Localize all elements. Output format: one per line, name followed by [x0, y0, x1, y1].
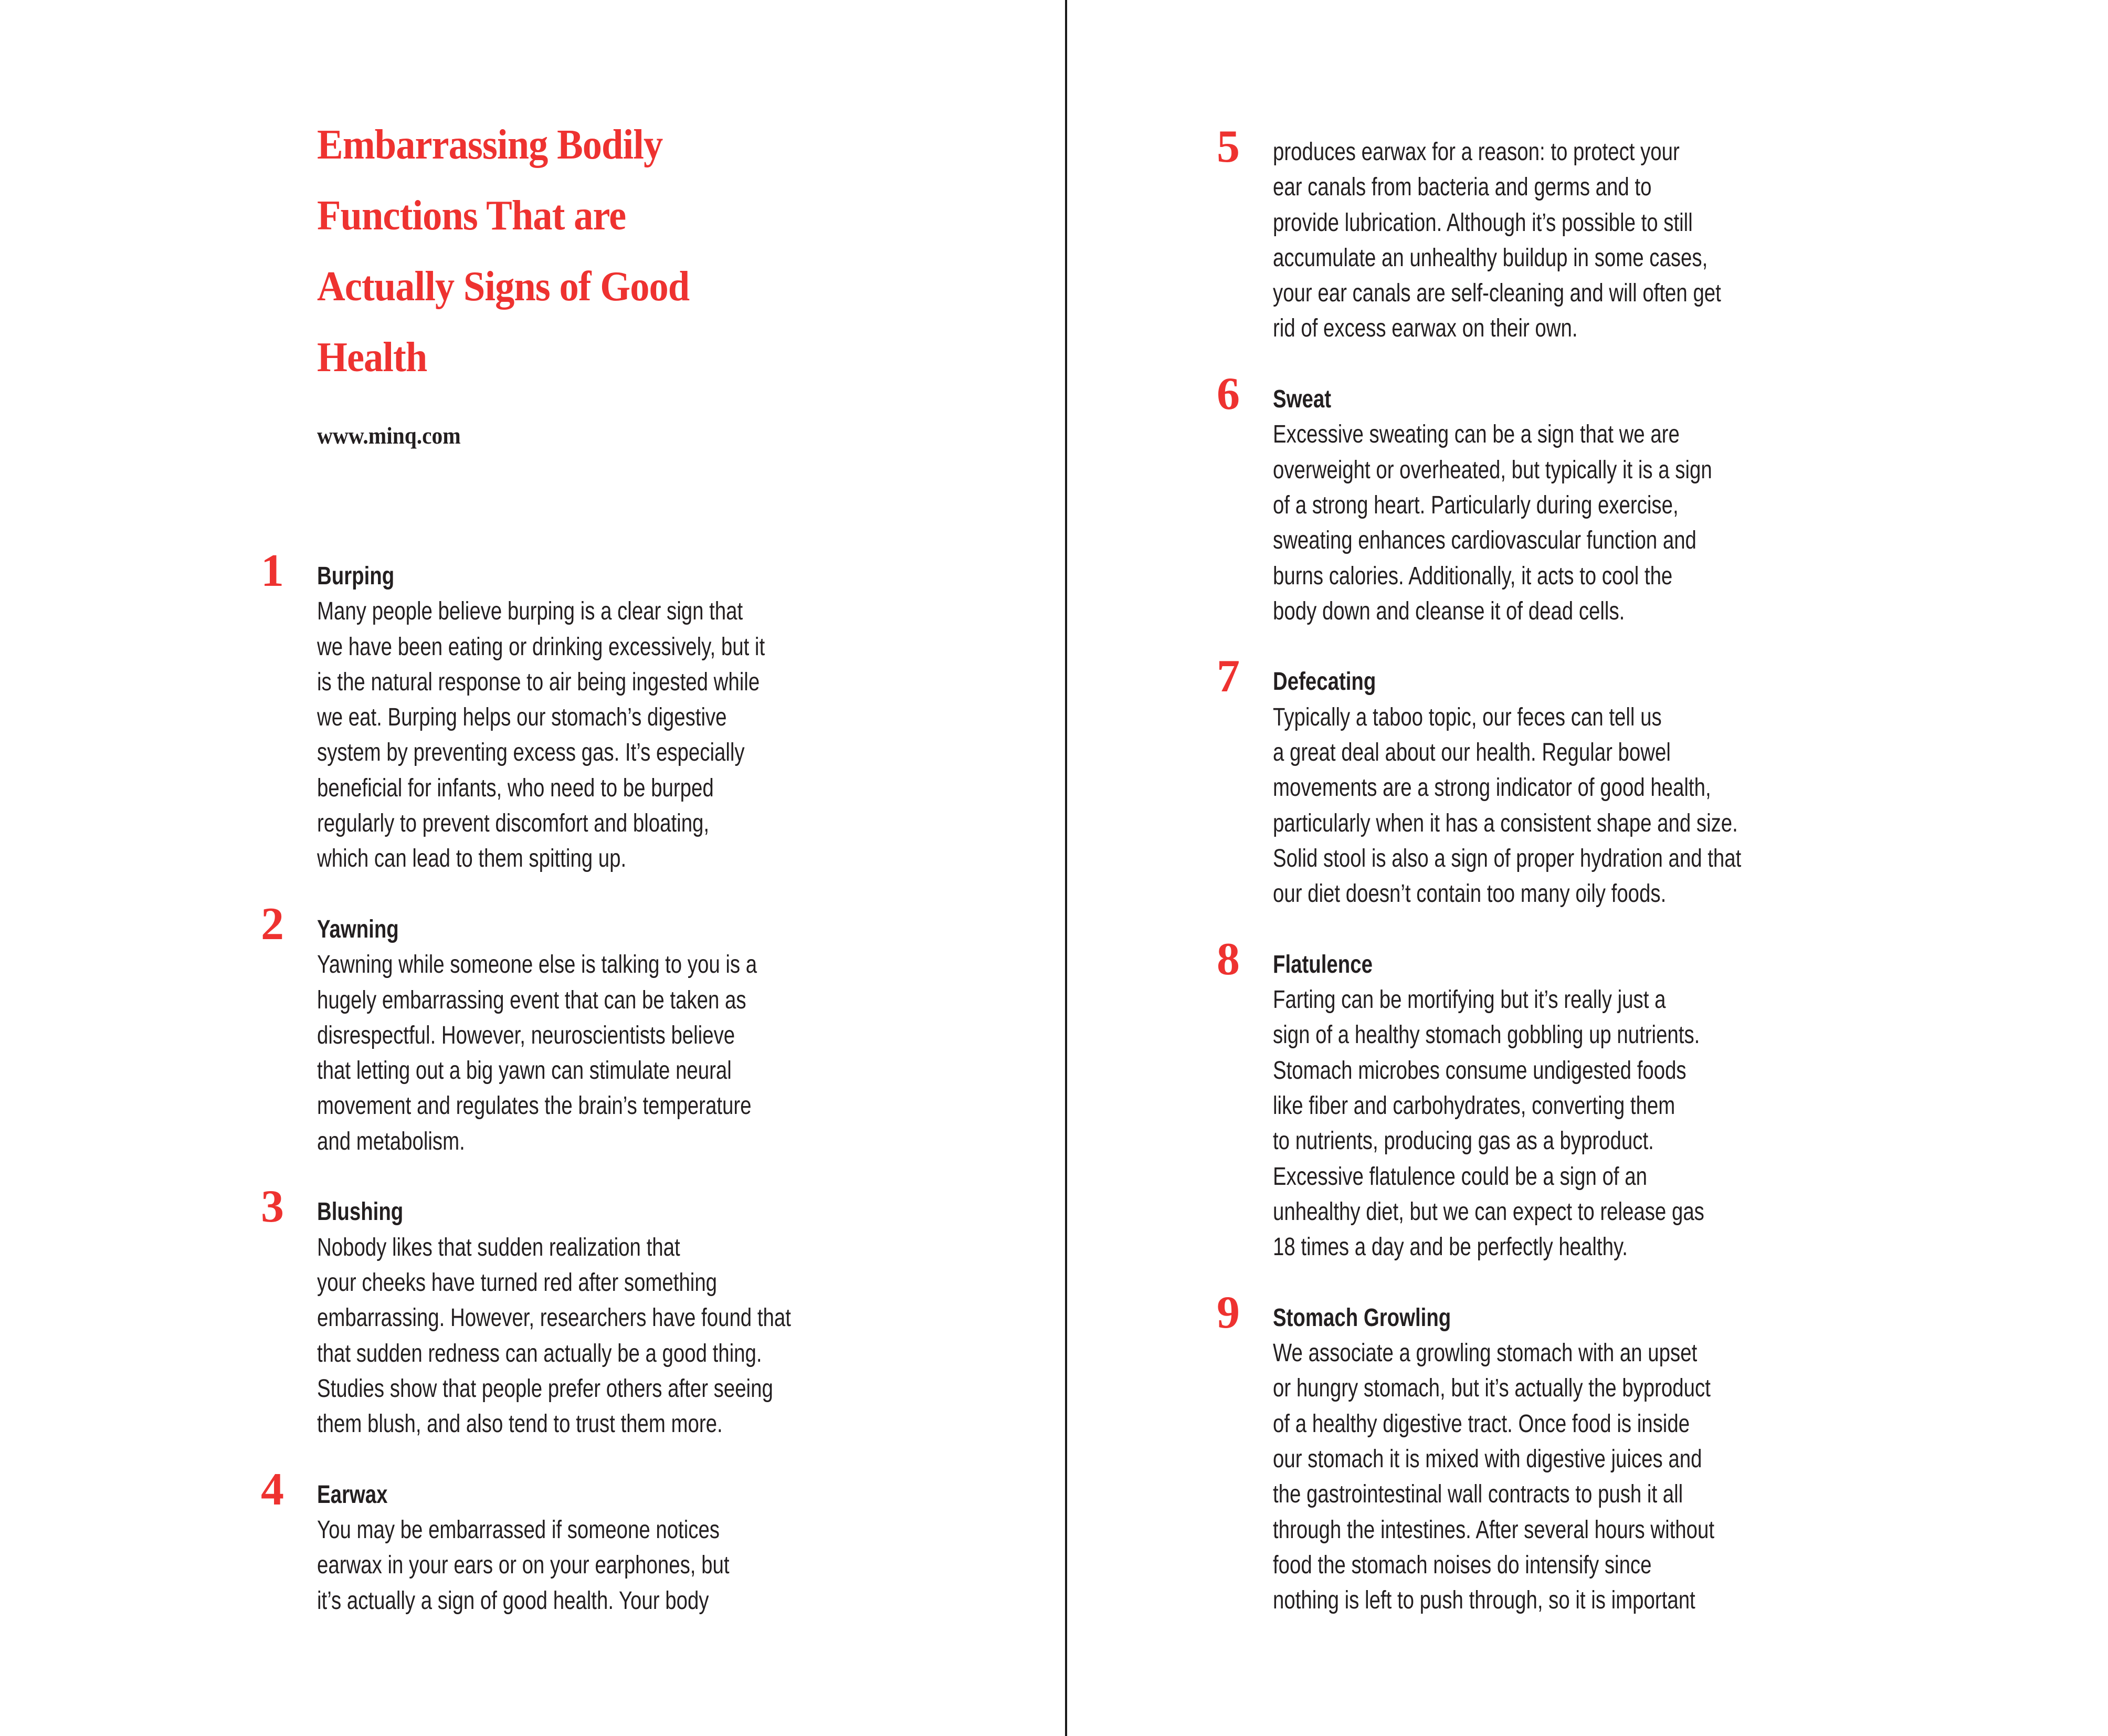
- body-text-line: ear canals from bacteria and germs and to: [1273, 173, 1652, 202]
- page-divider: [1065, 0, 1067, 1736]
- list-item-section: [261, 1181, 947, 1442]
- body-text-line: them blush, and also tend to trust them more.: [317, 1410, 723, 1438]
- item-heading: Sweat: [1273, 385, 1331, 414]
- body-text-line: unhealthy diet, but we can expect to release gas: [1273, 1197, 1704, 1226]
- body-text-line: movements are a strong indicator of good health,: [1273, 774, 1711, 802]
- left-column: [261, 545, 947, 1654]
- body-text-line: disrespectful. However, neuroscientists believe: [317, 1021, 735, 1049]
- body-text-line: Stomach microbes consume undigested foods: [1273, 1056, 1687, 1085]
- item-heading: Earwax: [317, 1480, 388, 1509]
- body-text-line: particularly when it has a consistent shape and size.: [1273, 809, 1738, 837]
- item-number: 6: [1217, 369, 1240, 420]
- list-item-section: [1217, 121, 1903, 346]
- item-number: 7: [1217, 651, 1240, 702]
- body-text-line: Excessive flatulence could be a sign of an: [1273, 1162, 1647, 1191]
- body-text-line: and metabolism.: [317, 1127, 465, 1155]
- body-text-line: produces earwax for a reason: to protect your: [1273, 138, 1680, 166]
- body-text-line: your ear canals are self-cleaning and will often get: [1273, 279, 1721, 308]
- item-number: 9: [1217, 1287, 1240, 1338]
- title-line: Actually Signs of Good: [317, 264, 690, 310]
- item-heading: Stomach Growling: [1273, 1303, 1451, 1332]
- list-item-section: [1217, 651, 1903, 911]
- body-text-line: provide lubrication. Although it’s possible to still: [1273, 208, 1693, 237]
- item-heading: Burping: [317, 562, 395, 590]
- body-text-line: Yawning while someone else is talking to you is a: [317, 951, 757, 979]
- body-text-line: sweating enhances cardiovascular function and: [1273, 527, 1696, 555]
- body-text-line: regularly to prevent discomfort and bloating,: [317, 809, 710, 838]
- body-text-line: Nobody likes that sudden realization that: [317, 1233, 680, 1261]
- body-text-line: accumulate an unhealthy buildup in some cases,: [1273, 244, 1708, 272]
- item-heading: Yawning: [317, 915, 399, 943]
- title-line: Embarrassing Bodily: [317, 122, 663, 168]
- body-text-line: earwax in your ears or on your earphones, but: [317, 1551, 730, 1580]
- body-text-line: embarrassing. However, researchers have found that: [317, 1304, 791, 1332]
- body-text-line: it’s actually a sign of good health. Your body: [317, 1586, 709, 1615]
- item-number: 2: [261, 898, 284, 950]
- item-heading: Defecating: [1273, 668, 1376, 696]
- body-text-line: we have been eating or drinking excessively, but it: [317, 633, 765, 661]
- website-label: www.minq.com: [317, 422, 461, 449]
- body-text-line: a great deal about our health. Regular bowel: [1273, 739, 1671, 767]
- item-number: 3: [261, 1181, 284, 1233]
- list-item-section: [261, 898, 947, 1159]
- body-text-line: Excessive sweating can be a sign that we are: [1273, 420, 1680, 449]
- body-text-line: we eat. Burping helps our stomach’s digestive: [317, 703, 727, 732]
- body-text-line: of a healthy digestive tract. Once food is inside: [1273, 1409, 1690, 1438]
- body-text-line: food the stomach noises do intensify since: [1273, 1551, 1652, 1579]
- body-text-line: through the intestines. After several hours without: [1273, 1516, 1715, 1544]
- body-text-line: which can lead to them spitting up.: [317, 845, 627, 873]
- body-text-line: hugely embarrassing event that can be taken as: [317, 986, 746, 1014]
- title-line: Health: [317, 334, 427, 381]
- body-text-line: that letting out a big yawn can stimulate neural: [317, 1057, 732, 1085]
- item-number: 4: [261, 1464, 284, 1515]
- title-line: Functions That are: [317, 193, 626, 239]
- item-heading: Flatulence: [1273, 950, 1373, 979]
- list-item-section: [261, 545, 947, 877]
- body-text-line: movement and regulates the brain’s temperature: [317, 1092, 752, 1120]
- body-text-line: your cheeks have turned red after something: [317, 1268, 718, 1297]
- body-text-line: Many people believe burping is a clear sign that: [317, 597, 743, 626]
- body-text-line: burns calories. Additionally, it acts to cool the: [1273, 562, 1673, 590]
- body-text-line: nothing is left to push through, so it is important: [1273, 1586, 1695, 1615]
- body-text-line: Typically a taboo topic, our feces can tell us: [1273, 703, 1662, 731]
- item-number: 5: [1217, 121, 1240, 172]
- body-text-line: system by preventing excess gas. It’s especially: [317, 739, 745, 767]
- list-item-section: [261, 1464, 947, 1618]
- article-title: [317, 110, 718, 393]
- body-text-line: or hungry stomach, but it’s actually the byproduct: [1273, 1374, 1711, 1403]
- body-text-line: our diet doesn’t contain too many oily foods.: [1273, 880, 1667, 908]
- list-item-section: [1217, 369, 1903, 629]
- body-text-line: Studies show that people prefer others after seeing: [317, 1374, 773, 1403]
- body-text-line: like fiber and carbohydrates, converting them: [1273, 1092, 1675, 1120]
- item-heading: Blushing: [317, 1198, 404, 1226]
- right-column: [1217, 121, 1903, 1654]
- item-number: 1: [261, 545, 284, 596]
- body-text-line: We associate a growling stomach with an upset: [1273, 1339, 1698, 1367]
- body-text-line: rid of excess earwax on their own.: [1273, 314, 1578, 343]
- body-text-line: the gastrointestinal wall contracts to push it all: [1273, 1480, 1683, 1509]
- list-item-section: [1217, 1287, 1903, 1618]
- body-text-line: beneficial for infants, who need to be burped: [317, 774, 714, 802]
- body-text-line: is the natural response to air being ingested while: [317, 668, 760, 696]
- item-number: 8: [1217, 933, 1240, 985]
- body-text-line: You may be embarrassed if someone notices: [317, 1516, 720, 1544]
- body-text-line: 18 times a day and be perfectly healthy.: [1273, 1233, 1628, 1261]
- body-text-line: sign of a healthy stomach gobbling up nutrients.: [1273, 1021, 1700, 1049]
- body-text-line: Solid stool is also a sign of proper hydration and that: [1273, 844, 1742, 872]
- body-text-line: body down and cleanse it of dead cells.: [1273, 597, 1625, 625]
- body-text-line: Farting can be mortifying but it’s really just a: [1273, 986, 1666, 1014]
- body-text-line: overweight or overheated, but typically it is a sign: [1273, 456, 1712, 484]
- body-text-line: of a strong heart. Particularly during exercise,: [1273, 491, 1679, 519]
- body-text-line: to nutrients, producing gas as a byproduct.: [1273, 1127, 1654, 1155]
- body-text-line: our stomach it is mixed with digestive juices and: [1273, 1445, 1702, 1473]
- body-text-line: that sudden redness can actually be a good thing.: [317, 1339, 762, 1367]
- list-item-section: [1217, 933, 1903, 1265]
